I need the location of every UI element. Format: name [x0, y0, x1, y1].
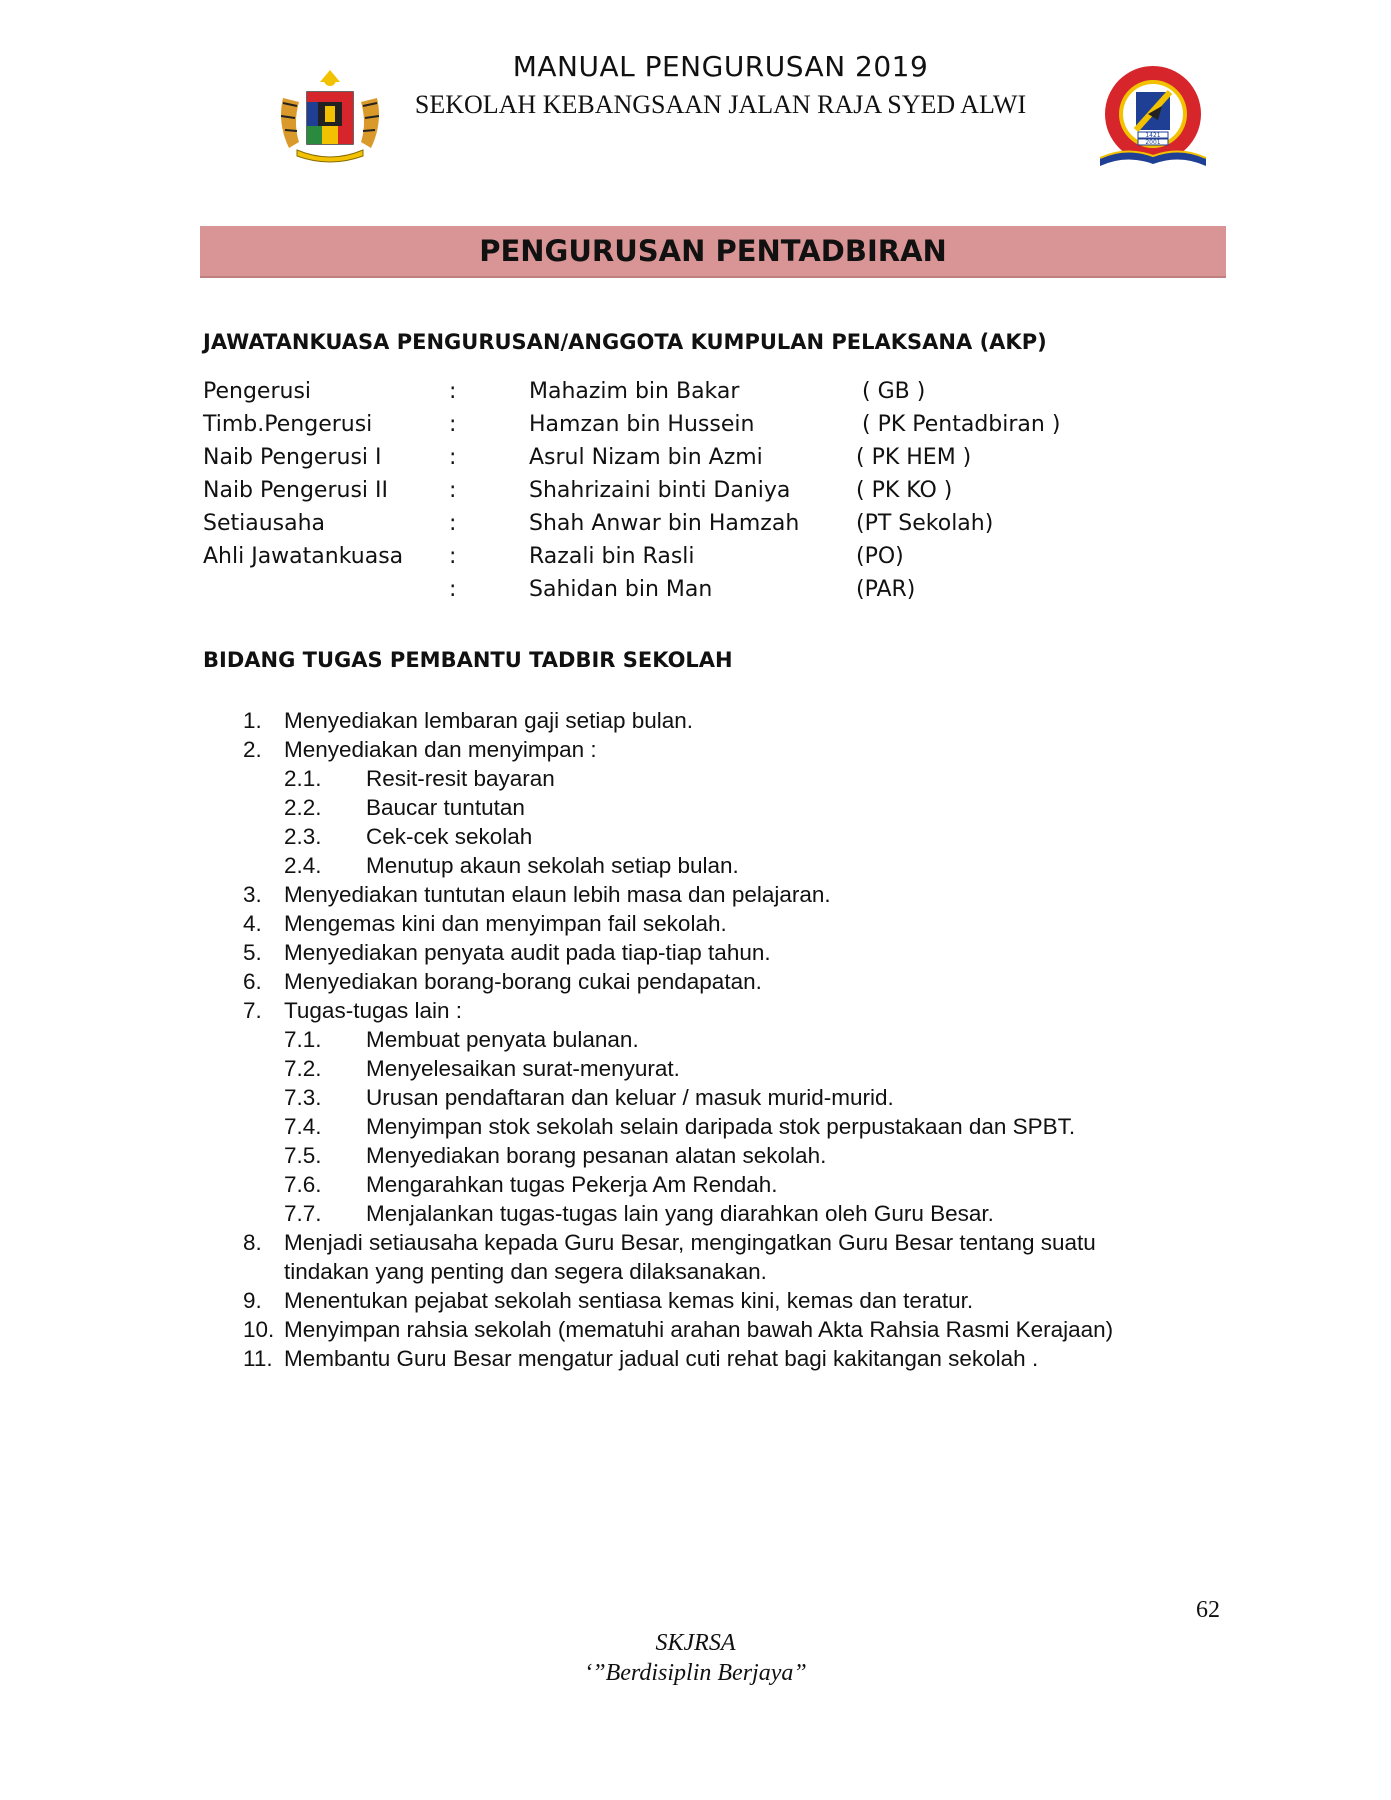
list-item-number: 2.3. — [284, 824, 322, 849]
school-name: SEKOLAH KEBANGSAAN JALAN RAJA SYED ALWI — [414, 90, 1027, 119]
committee-position: ( PK HEM ) — [856, 445, 972, 470]
school-emblem-icon — [1098, 62, 1208, 172]
list-item-number: 7.4. — [284, 1114, 322, 1139]
committee-colon: : — [449, 478, 457, 503]
committee-role: Pengerusi — [203, 379, 312, 404]
list-item-text: Menyediakan borang pesanan alatan sekolah. — [366, 1143, 827, 1168]
list-item-text: Menutup akaun sekolah setiap bulan. — [366, 853, 739, 878]
list-item-number: 2.2. — [284, 795, 322, 820]
list-item-number: 10. — [243, 1317, 275, 1342]
committee-role: Naib Pengerusi II — [203, 478, 389, 503]
list-item-number: 6. — [243, 969, 262, 994]
section-title: PENGURUSAN PENTADBIRAN — [479, 234, 947, 268]
committee-position: ( GB ) — [862, 379, 926, 404]
committee-name: Shah Anwar bin Hamzah — [529, 511, 800, 536]
section-banner — [200, 226, 1226, 278]
committee-colon: : — [449, 445, 457, 470]
committee-position: (PO) — [856, 544, 904, 569]
document-title: MANUAL PENGURUSAN 2019 — [512, 50, 929, 83]
list-item-text: Menyediakan penyata audit pada tiap-tiap tahun. — [284, 940, 771, 965]
list-item-text: Mengarahkan tugas Pekerja Am Rendah. — [366, 1172, 778, 1197]
list-item-text: Menjalankan tugas-tugas lain yang diarahkan oleh Guru Besar. — [366, 1201, 994, 1226]
committee-colon: : — [449, 577, 457, 602]
list-item-text: Menentukan pejabat sekolah sentiasa kemas kini, kemas dan teratur. — [284, 1288, 974, 1313]
list-item-text: Menyediakan borang-borang cukai pendapatan. — [284, 969, 762, 994]
committee-heading: JAWATANKUASA PENGURUSAN/ANGGOTA KUMPULAN PELAKSANA (AKP) — [203, 330, 1047, 354]
committee-role: Naib Pengerusi I — [203, 445, 382, 470]
list-item-text: tindakan yang penting dan segera dilaksanakan. — [284, 1259, 767, 1284]
list-item-number: 7.6. — [284, 1172, 322, 1197]
list-item-number: 2. — [243, 737, 262, 762]
list-item-text: Mengemas kini dan menyimpan fail sekolah. — [284, 911, 727, 936]
footer-school-abbr: SKJRSA — [655, 1630, 736, 1656]
committee-position: ( PK Pentadbiran ) — [862, 412, 1061, 437]
school-logo — [1098, 62, 1208, 172]
page-number: 62 — [1196, 1597, 1220, 1623]
list-item-text: Cek-cek sekolah — [366, 824, 533, 849]
committee-position: ( PK KO ) — [856, 478, 953, 503]
list-item-number: 11. — [243, 1346, 273, 1371]
list-item-number: 1. — [243, 708, 262, 733]
list-item-text: Menjadi setiausaha kepada Guru Besar, mengingatkan Guru Besar tentang suatu — [284, 1230, 1096, 1255]
list-item-number: 7.1. — [284, 1027, 322, 1052]
list-item-text: Baucar tuntutan — [366, 795, 525, 820]
list-item-number: 7. — [243, 998, 262, 1023]
list-item-number: 4. — [243, 911, 262, 936]
logo-year-hijri: 1421 — [1145, 132, 1161, 139]
committee-colon: : — [449, 379, 457, 404]
list-item-text: Menyimpan rahsia sekolah (mematuhi arahan bawah Akta Rahsia Rasmi Kerajaan) — [284, 1317, 1114, 1342]
list-item-number: 2.4. — [284, 853, 322, 878]
list-item-number: 2.1. — [284, 766, 322, 791]
coat-of-arms-logo — [275, 68, 385, 168]
committee-name: Shahrizaini binti Daniya — [529, 478, 791, 503]
committee-role: Timb.Pengerusi — [203, 412, 373, 437]
list-item-text: Menyediakan tuntutan elaun lebih masa dan pelajaran. — [284, 882, 831, 907]
list-item-text: Urusan pendaftaran dan keluar / masuk murid-murid. — [366, 1085, 894, 1110]
list-item-number: 7.3. — [284, 1085, 322, 1110]
list-item-number: 8. — [243, 1230, 262, 1255]
list-item-number: 3. — [243, 882, 262, 907]
duties-heading: BIDANG TUGAS PEMBANTU TADBIR SEKOLAH — [203, 648, 733, 672]
committee-colon: : — [449, 412, 457, 437]
committee-position: (PT Sekolah) — [856, 511, 994, 536]
list-item-text: Menyediakan lembaran gaji setiap bulan. — [284, 708, 694, 733]
committee-colon: : — [449, 544, 457, 569]
committee-position: (PAR) — [856, 577, 916, 602]
committee-name: Mahazim bin Bakar — [529, 379, 740, 404]
coat-of-arms-icon — [275, 68, 385, 168]
committee-name: Razali bin Rasli — [529, 544, 695, 569]
list-item-number: 5. — [243, 940, 262, 965]
list-item-number: 9. — [243, 1288, 262, 1313]
committee-role: Setiausaha — [203, 511, 326, 536]
logo-year: 2001 — [1145, 139, 1161, 146]
list-item-text: Menyelesaikan surat-menyurat. — [366, 1056, 680, 1081]
committee-name: Hamzan bin Hussein — [529, 412, 755, 437]
list-item-text: Menyediakan dan menyimpan : — [284, 737, 597, 762]
committee-colon: : — [449, 511, 457, 536]
list-item-text: Membantu Guru Besar mengatur jadual cuti rehat bagi kakitangan sekolah . — [284, 1346, 1039, 1371]
list-item-text: Resit-resit bayaran — [366, 766, 555, 791]
committee-name: Sahidan bin Man — [529, 577, 713, 602]
list-item-text: Membuat penyata bulanan. — [366, 1027, 639, 1052]
list-item-number: 7.2. — [284, 1056, 322, 1081]
committee-name: Asrul Nizam bin Azmi — [529, 445, 763, 470]
list-item-number: 7.5. — [284, 1143, 322, 1168]
list-item-text: Tugas-tugas lain : — [284, 998, 463, 1023]
list-item-text: Menyimpan stok sekolah selain daripada stok perpustakaan dan SPBT. — [366, 1114, 1076, 1139]
list-item-number: 7.7. — [284, 1201, 322, 1226]
committee-role: Ahli Jawatankuasa — [203, 544, 404, 569]
footer-motto: ‘”Berdisiplin Berjaya” — [584, 1660, 807, 1686]
